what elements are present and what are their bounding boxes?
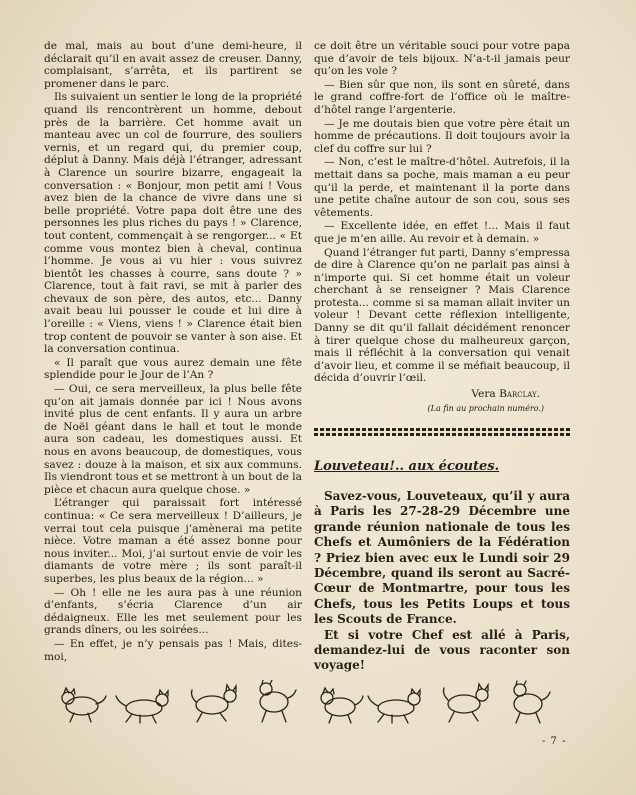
section-heading: Louveteau!.. aux écoutes. — [314, 459, 500, 474]
announcement-block — [314, 489, 570, 674]
continuation-note: (La fin au prochain numéro.) — [427, 403, 544, 413]
story-paragraph: Quand l’étranger fut parti, Danny s’empressa de dire à Clarence qu’on ne parlait pas ainsi à n’importe qui. Si cet homme était un voleur cherchant à se renseigner ? Mais Clarence protesta... comme si sa maman allait inviter un voleur ! Devant cette réflexion intelligente, Danny se dit qu’il fallait décidément renoncer à tirer quelque chose du malheureux garçon, mais il réfléchit à la conversation qui venait d’avoir lieu, et comme il se méfiait beaucoup, il décida d’ouvrir l’œil. — [314, 246, 570, 385]
story-paragraph: — Bien sûr que non, ils sont en sûreté, dans le grand coffre-fort de l’office où le maître-d’hôtel range l’argenterie. — [314, 78, 570, 116]
section-divider — [314, 428, 570, 436]
wolf-cub-icon — [368, 689, 420, 723]
story-paragraph: « Il paraît que vous aurez demain une fête splendide pour le Jour de l’An ? — [44, 356, 302, 382]
page-number: - 7 - — [542, 736, 567, 747]
story-paragraph: ce doit être un véritable souci pour votre papa que d’avoir de tels bijoux. N’a-t-il jamais peur qu’on les vole ? — [314, 40, 570, 78]
story-paragraph: — Excellente idée, en effet !... Mais il faut que je m’en aille. Au revoir et à demain. » — [314, 220, 570, 245]
wolf-cub-icon — [116, 690, 168, 723]
story-column-right — [314, 40, 570, 415]
story-paragraph: de mal, mais au bout d’une demi-heure, il déclarait qu’il en avait assez de creuser. Danny, complaisant, s’arrêta, et ils partirent se promener dans le parc. — [44, 40, 302, 90]
announcement-paragraph: Et si votre Chef est allé à Paris, demandez-lui de vous raconter son voyage! — [314, 627, 570, 673]
wolf-cub-icon — [514, 681, 550, 723]
story-paragraph: — Oh ! elle ne les aura pas à une réunion d’enfants, s’écria Clarence d’un air dédaigneux. Elle les met seulement pour les grands dîners, ou les soirées... — [44, 586, 302, 637]
wolf-cub-icon — [62, 688, 106, 722]
story-paragraph: — Oui, ce sera merveilleux, la plus belle fête qu’on ait jamais donnée par ici ! Nous avons invité plus de cent enfants. Il y aura un arbre de Noël géant dans le hall et tout le monde aura son cadeau, les domestiques aussi. Et nous en avons beaucoup, de domestiques, vous savez : douze à la maison, et six aux communs. Ils viendront tous et se mettront à un bout de la pièce et chacun aura quelque chose. » — [44, 383, 302, 496]
wolf-cub-icon — [192, 685, 237, 722]
story-paragraph: — En effet, je n’y pensais pas ! Mais, dites-moi, — [44, 637, 302, 663]
author-first-name: Vera — [471, 388, 500, 401]
story-column-left — [44, 40, 302, 664]
story-paragraph: — Non, c’est le maître-d’hôtel. Autrefois, il la mettait dans sa poche, mais maman a eu peur qu’il la perde, et maintenant il la porte dans une petite chaîne autour de son cou, sous ses vêtements. — [314, 156, 570, 219]
wolf-cub-icon — [260, 680, 296, 722]
story-paragraph: Ils suivaient un sentier le long de la propriété quand ils rencontrèrent un homme, debout près de la barrière. Cet homme avait un manteau avec un col de fourrure, des souliers vernis, et un regard qui, du premier coup, déplut à Danny. Mais déjà l’étranger, adressant à Clarence un sourire bizarre, engageait la conversation : « Bonjour, mon petit ami ! Vous avez bien de la chance de vivre dans une si belle propriété. Votre papa doit être une des personnes les plus riches du pays ! » Clarence, tout content, commençait à se rengorger... « Et comme vous montez bien à cheval, continua l’homme. Je vous ai vu hier : vous suivrez bientôt les chasses à courre, sans doute ? » Clarence, tout à fait ravi, se mit à parler des chevaux de son père, des autos, etc... Danny avait beau lui pousser le coude et lui dire à l’oreille : « Viens, viens ! » Clarence était bien trop content de pouvoir se vanter à son aise. Et la conversation continua. — [44, 91, 302, 356]
author-last-name: Barclay. — [499, 388, 540, 401]
announcement-paragraph: Savez-vous, Louveteaux, qu’il y aura à Paris les 27-28-29 Décembre une grande réunion nationale de tous les Chefs et Aumôniers de la Fédération ? Priez bien avec eux le Lundi soir 29 Décembre, quand ils seront au Sacré-Cœur de Montmartre, pour tous les Chefs, tous les Petits Loups et tous les Scouts de France. — [314, 489, 570, 627]
wolf-cub-icon — [444, 684, 489, 722]
story-paragraph: — Je me doutais bien que votre père était un homme de précautions. Il doit toujours avoir la clef du coffre sur lui ? — [314, 117, 570, 155]
story-paragraph: L’étranger qui paraissait fort intéressé continua: « Ce sera merveilleux ! D’ailleurs, je verrai tout cela puisque j’amènerai ma petite nièce. Votre maman a été assez bonne pour nous inviter... Moi, j’ai surtout envie de voir les diamants de votre mère ; ils sont paraît-il superbes, les plus beaux de la région... » — [44, 497, 302, 585]
wolf-cub-icon — [321, 688, 363, 723]
author-signature — [314, 388, 570, 401]
wolf-cubs-frieze-illustration — [44, 680, 570, 726]
